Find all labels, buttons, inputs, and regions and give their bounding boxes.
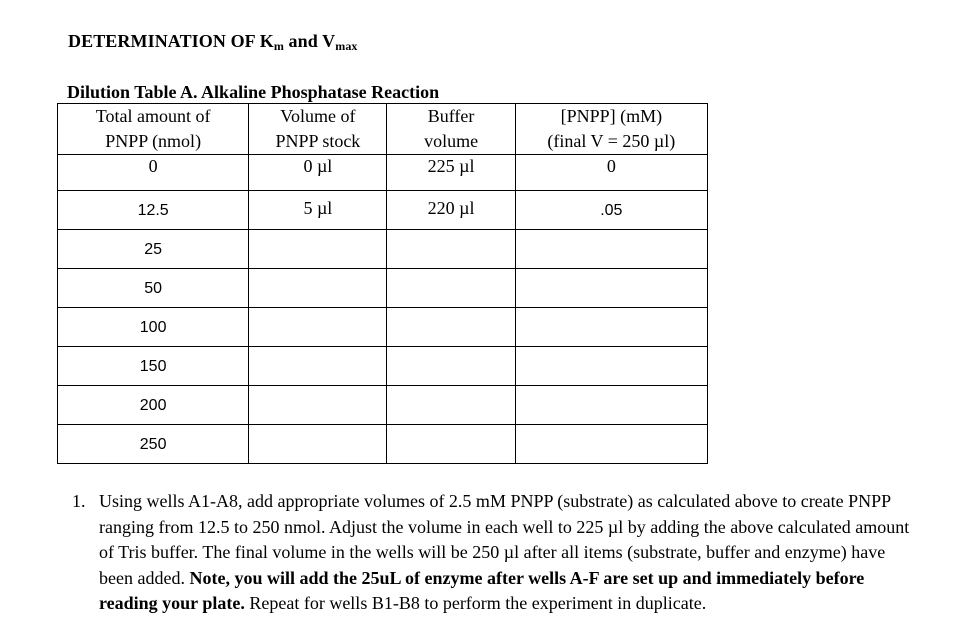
- table-row: [58, 308, 708, 347]
- cell-volume-stock: [249, 230, 387, 269]
- table-caption: Dilution Table A. Alkaline Phosphatase Reaction: [67, 82, 440, 102]
- heading-prefix: DETERMINATION OF K: [68, 31, 274, 51]
- instruction-tail: Repeat for wells B1-B8 to perform the experiment in duplicate.: [244, 593, 707, 613]
- cell-pnpp-concentration: [515, 230, 707, 269]
- cell-total-amount: 150: [58, 347, 249, 386]
- cell-total-amount: 50: [58, 269, 249, 308]
- header-buffer-volume: Buffer volume: [387, 104, 515, 155]
- list-marker: 1.: [72, 491, 86, 511]
- cell-buffer-volume: 220 µl: [387, 191, 515, 230]
- instruction-note: Note, you will add the 25uL of enzyme after wells A-F are set up and immediately before reading your plate.: [99, 567, 865, 613]
- cell-buffer-volume: [387, 308, 515, 347]
- table-row: [58, 230, 708, 269]
- table-row: [58, 386, 708, 425]
- cell-pnpp-concentration: [515, 269, 707, 308]
- cell-volume-stock: 0 µl: [249, 155, 387, 191]
- cell-volume-stock: [249, 269, 387, 308]
- cell-total-amount: 200: [58, 386, 249, 425]
- header-pnpp-concentration: [PNPP] (mM) (final V = 250 µl): [515, 104, 707, 155]
- cell-pnpp-concentration: [515, 347, 707, 386]
- cell-pnpp-concentration: [515, 386, 707, 425]
- cell-total-amount: 250: [58, 425, 249, 464]
- heading-middle: and V: [283, 31, 336, 51]
- instruction-body: [99, 489, 912, 617]
- instruction-text: Using wells A1-A8, add appropriate volumes of 2.5 mM PNPP (substrate) as calculated above to create PNPP ranging from 12.5 to 250 nmol. Adjust the volume in each well to 225 µl by adding the above calculated amount of Tris buffer. The final volume in the wells will be 250 µl after all items (substrate, buffer and enzyme) have been added.: [99, 491, 910, 588]
- cell-buffer-volume: [387, 269, 515, 308]
- cell-pnpp-concentration: 0: [515, 155, 707, 191]
- cell-volume-stock: 5 µl: [249, 191, 387, 230]
- cell-volume-stock: [249, 308, 387, 347]
- cell-volume-stock: [249, 386, 387, 425]
- cell-pnpp-concentration: .05: [515, 191, 707, 230]
- km-subscript: m: [273, 39, 284, 53]
- header-total-amount: Total amount of PNPP (nmol): [58, 104, 249, 155]
- table-row: [58, 347, 708, 386]
- cell-buffer-volume: 225 µl: [387, 155, 515, 191]
- cell-total-amount: 0: [58, 155, 249, 191]
- instruction-item: [72, 489, 912, 617]
- cell-pnpp-concentration: [515, 425, 707, 464]
- cell-total-amount: 12.5: [58, 191, 249, 230]
- cell-total-amount: 100: [58, 308, 249, 347]
- table-row: [58, 155, 708, 191]
- dilution-table: [57, 103, 708, 464]
- header-volume-stock: Volume of PNPP stock: [249, 104, 387, 155]
- cell-volume-stock: [249, 347, 387, 386]
- cell-total-amount: 25: [58, 230, 249, 269]
- cell-pnpp-concentration: [515, 308, 707, 347]
- cell-buffer-volume: [387, 386, 515, 425]
- cell-buffer-volume: [387, 425, 515, 464]
- table-row: [58, 269, 708, 308]
- table-row: [58, 191, 708, 230]
- cell-volume-stock: [249, 425, 387, 464]
- cell-buffer-volume: [387, 347, 515, 386]
- vmax-subscript: max: [335, 39, 358, 53]
- table-row: [58, 425, 708, 464]
- page-heading: [68, 31, 358, 54]
- table-header-row: [58, 104, 708, 155]
- cell-buffer-volume: [387, 230, 515, 269]
